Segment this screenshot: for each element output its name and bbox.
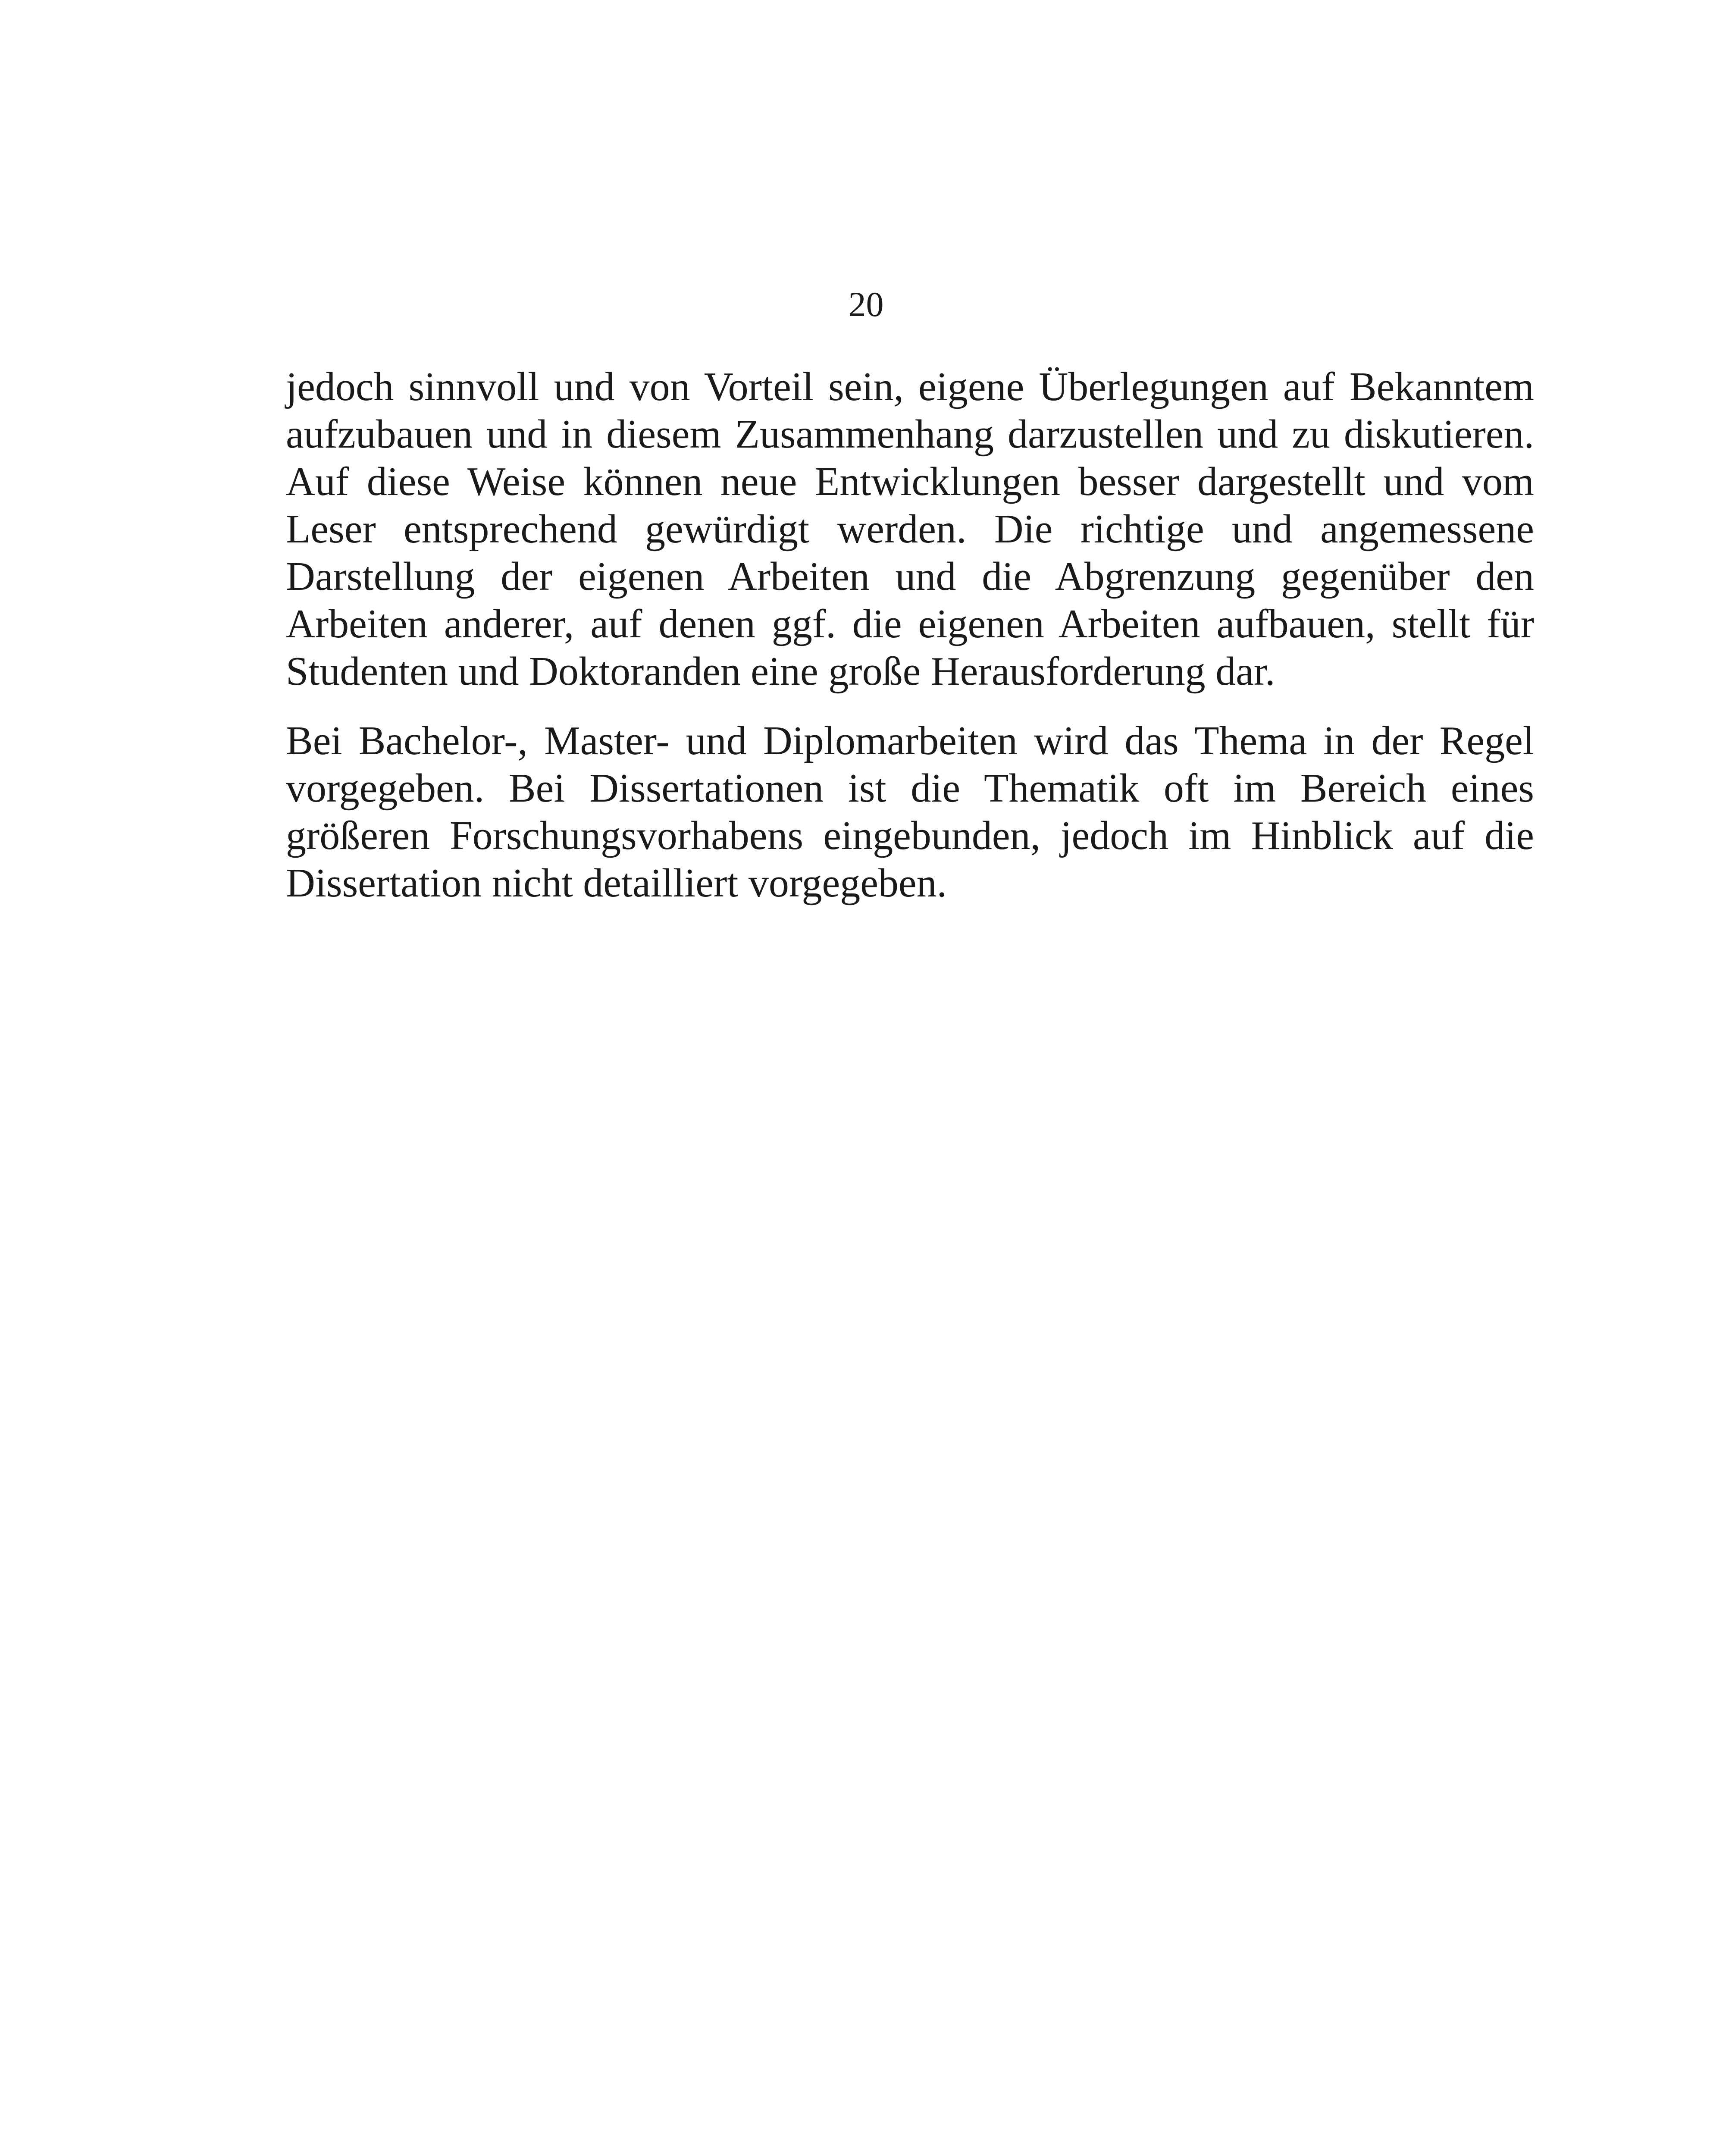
text-line: größeren Forschungsvorhabens eingebunden, jedoch im Hinblick auf die [286,813,1534,858]
text-line: aufzubauen und in diesem Zusammenhang darzustellen und zu diskutieren. [286,412,1534,457]
body-text [286,363,1534,929]
text-line: Leser entsprechend gewürdigt werden. Die richtige und angemessene [286,507,1534,552]
text-line: Bei Bachelor-, Master- und Diplomarbeiten wird das Thema in der Regel [286,718,1534,763]
text-line: Studenten und Doktoranden eine große Herausforderung dar. [286,649,1275,694]
paragraph [286,717,1534,907]
text-line: Arbeiten anderer, auf denen ggf. die eigenen Arbeiten aufbauen, stellt für [286,602,1534,646]
paragraph [286,363,1534,695]
text-line: jedoch sinnvoll und von Vorteil sein, eigene Überlegungen auf Bekanntem [286,364,1534,409]
text-line: Auf diese Weise können neue Entwicklungen besser dargestellt und vom [286,459,1534,504]
text-line: vorgegeben. Bei Dissertationen ist die Thematik oft im Bereich eines [286,766,1534,811]
text-line: Dissertation nicht detailliert vorgegeben. [286,861,947,906]
page-number: 20 [848,285,884,324]
text-line: Darstellung der eigenen Arbeiten und die Abgrenzung gegenüber den [286,554,1534,599]
